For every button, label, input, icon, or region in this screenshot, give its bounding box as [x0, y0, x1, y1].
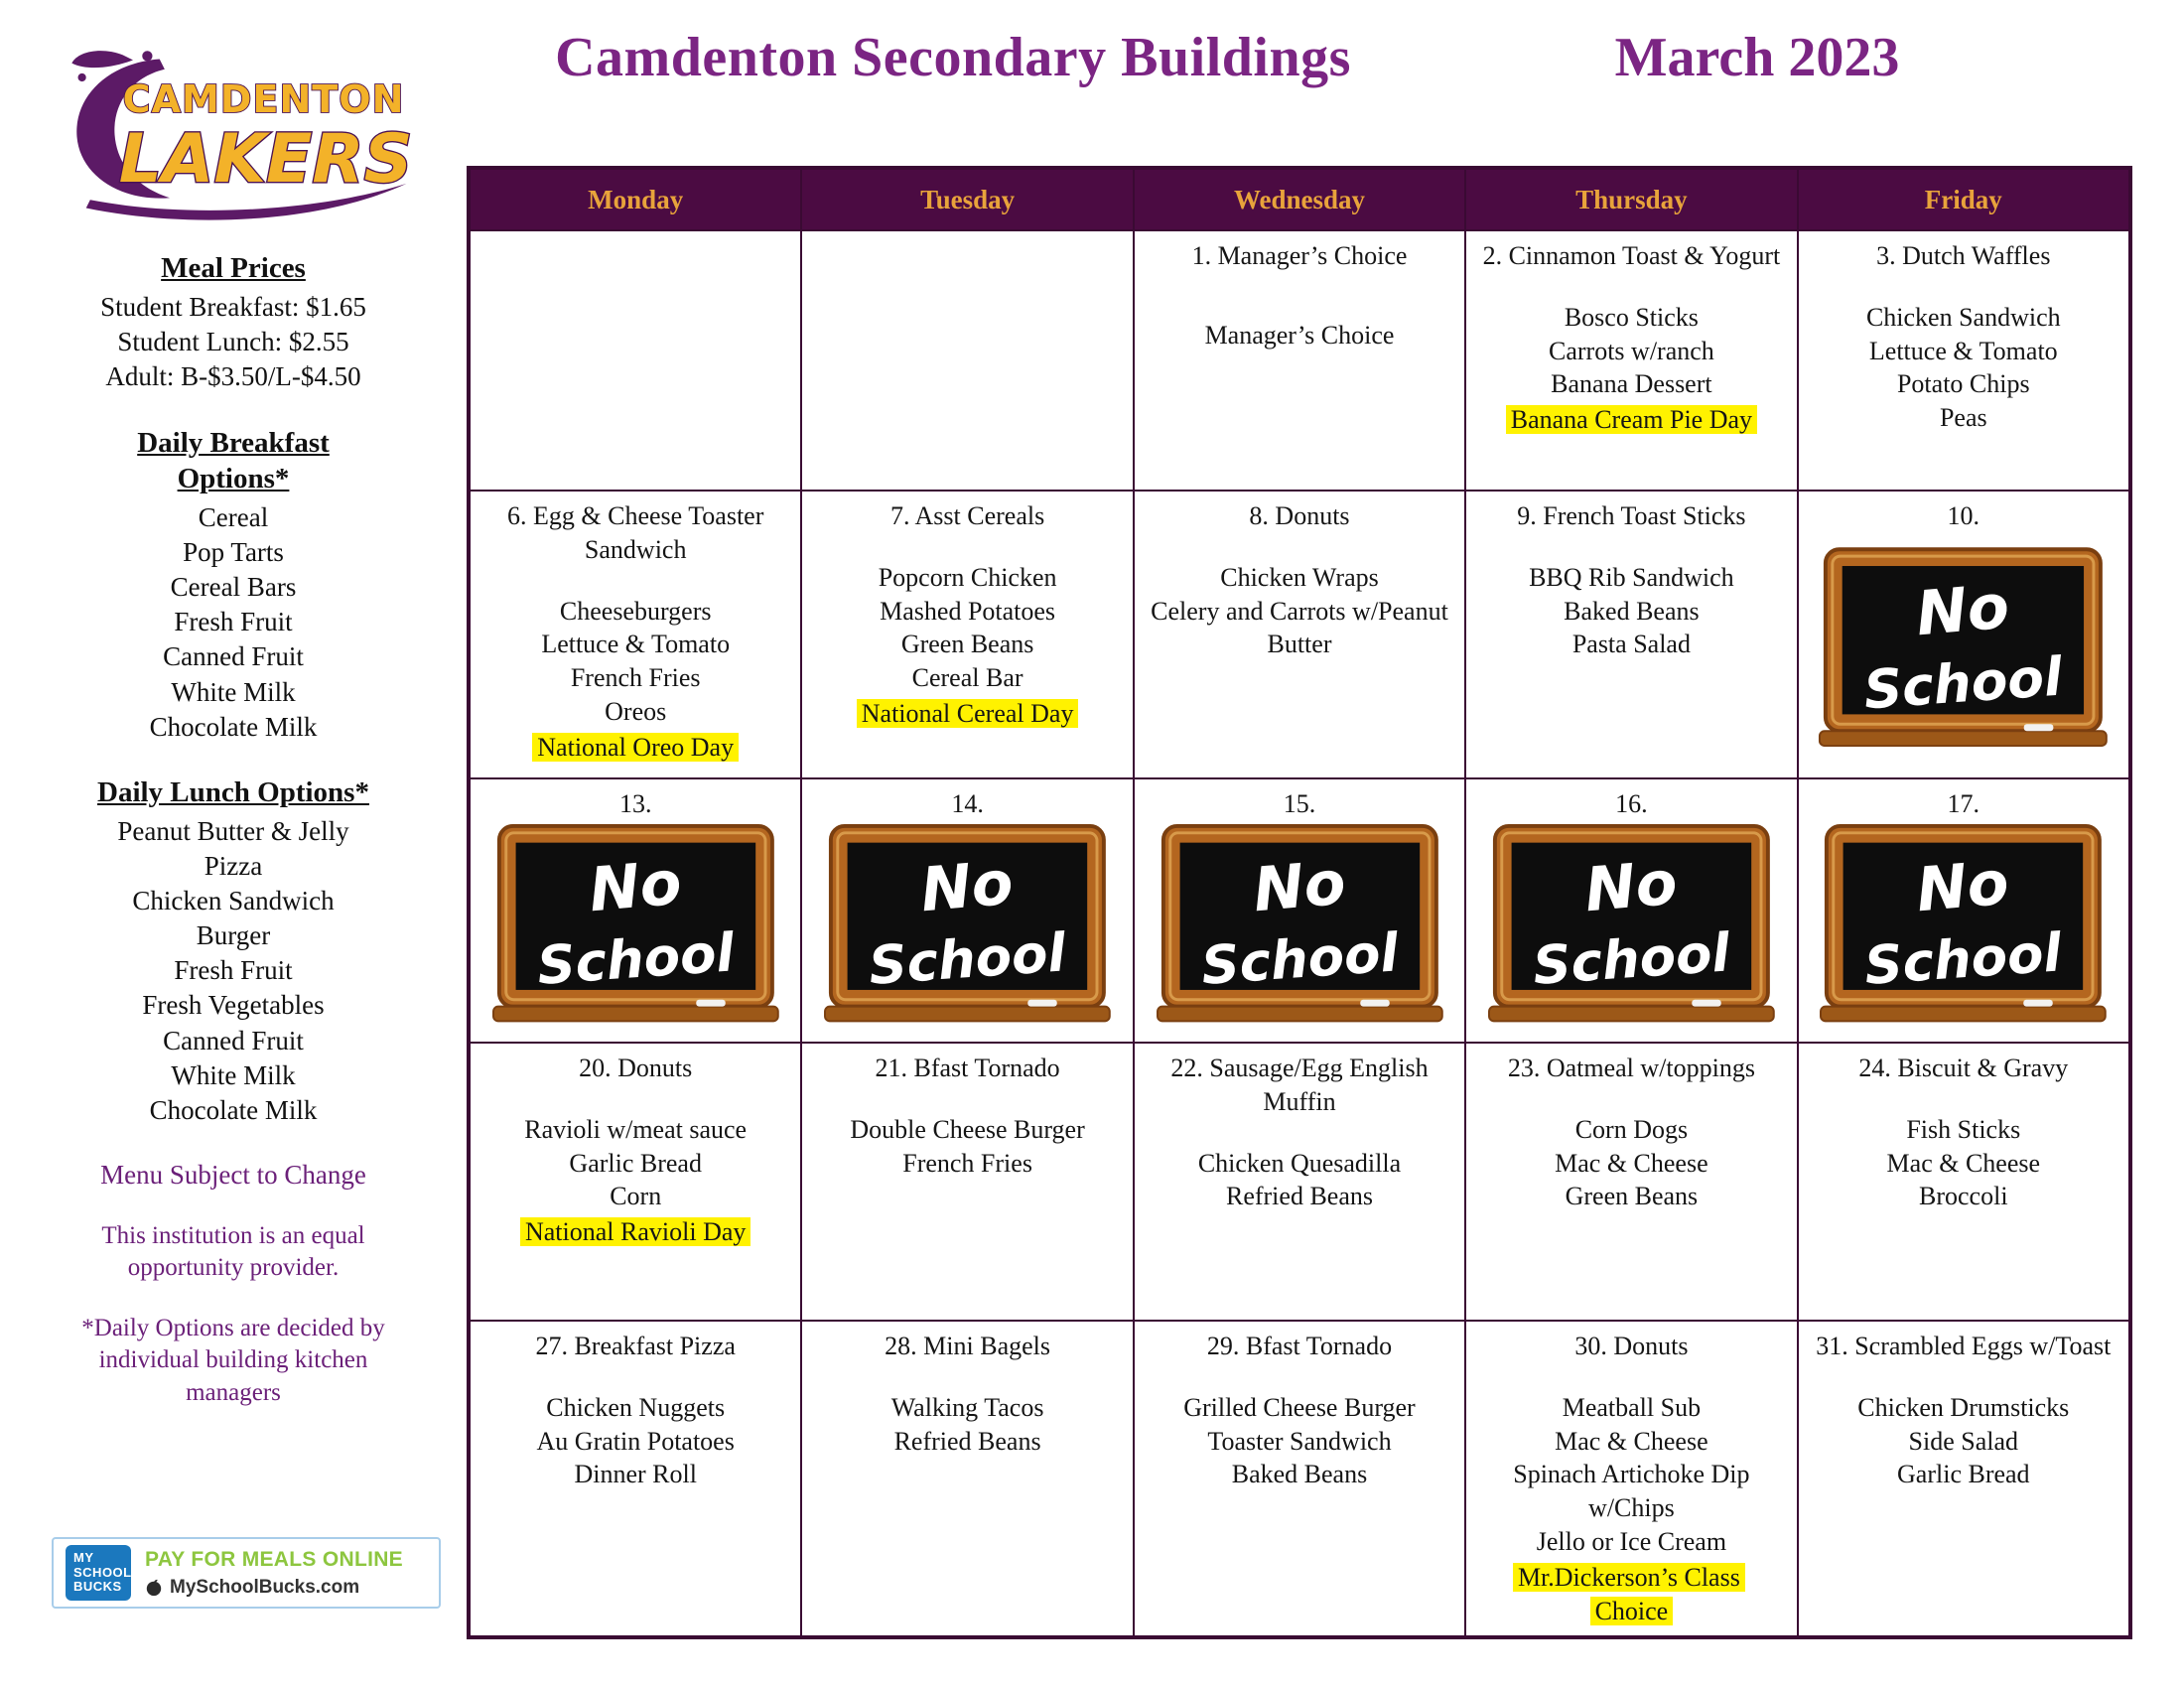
breakfast-option: Cereal [198, 502, 269, 533]
day-title: 6. Egg & Cheese Toaster Sandwich [507, 501, 764, 564]
menu-item: Chicken Sandwich [1865, 302, 2061, 332]
special-day-highlight [480, 731, 790, 765]
day-title: 21. Bfast Tornado [875, 1054, 1060, 1082]
msb-logo-line: MY [73, 1549, 94, 1565]
calendar-grid [467, 166, 2132, 1639]
calendar-cell [1465, 491, 1797, 778]
svg-text:No: No [917, 847, 1017, 926]
lunch-option: Burger [196, 920, 271, 951]
day-title: 31. Scrambled Eggs w/Toast [1816, 1332, 2112, 1360]
menu-item: Mac & Cheese [1555, 1426, 1708, 1456]
breakfast-options-heading: Daily Breakfast Options* [137, 426, 330, 494]
menu-item: Fish Sticks [1906, 1114, 2021, 1144]
lunch-option: Chocolate Milk [149, 1094, 318, 1125]
calendar-cell [801, 1321, 1133, 1636]
calendar-cell [1465, 230, 1797, 491]
day-header-tuesday: Tuesday [801, 169, 1133, 230]
special-day-highlight [1476, 403, 1786, 437]
day-title: 29. Bfast Tornado [1206, 1332, 1393, 1360]
svg-text:School: School [1198, 921, 1401, 997]
svg-text:No: No [1914, 847, 2012, 926]
svg-text:No: No [1250, 847, 1348, 926]
meal-prices-heading: Meal Prices [161, 252, 306, 284]
lunch-options-section [30, 774, 437, 1128]
special-day-highlight [480, 1215, 790, 1249]
apple-icon [145, 1579, 163, 1597]
meal-prices-section [30, 250, 437, 395]
calendar-cell [470, 778, 801, 1043]
myschoolbucks-url: MySchoolBucks.com [170, 1576, 360, 1598]
day-title: 30. Donuts [1574, 1332, 1689, 1360]
day-title: 8. Donuts [1249, 501, 1350, 530]
menu-item: Chicken Quesadilla [1197, 1148, 1402, 1178]
calendar-cell [1134, 230, 1465, 491]
calendar-cell [1134, 1043, 1465, 1321]
menu-item: Manager’s Choice [1204, 320, 1395, 350]
menu-item: Mac & Cheese [1886, 1148, 2041, 1178]
menu-item: Side Salad [1908, 1426, 2019, 1456]
day-number: 10. [1947, 501, 1980, 530]
month-title: March 2023 [1614, 27, 1900, 88]
lunch-options-list [30, 814, 437, 1128]
menu-item: Chicken Nuggets [546, 1392, 726, 1422]
menu-item: Popcorn Chicken [878, 562, 1057, 592]
menu-item: Cheeseburgers [559, 596, 712, 626]
logo-text-lakers: LAKERS [118, 118, 413, 198]
calendar-cell [1134, 778, 1465, 1043]
calendar-cell [470, 1321, 801, 1636]
myschoolbucks-site [145, 1577, 403, 1599]
menu-item: Celery and Carrots w/Peanut Butter [1151, 596, 1448, 659]
menu-item: Chicken Drumsticks [1857, 1392, 2070, 1422]
lunch-option: Fresh Fruit [174, 955, 293, 986]
day-number: 14. [951, 789, 984, 818]
menu-item: Au Gratin Potatoes [536, 1426, 735, 1456]
menu-item: Refried Beans [893, 1426, 1041, 1456]
svg-text:No: No [1913, 571, 2013, 650]
svg-text:No: No [586, 847, 685, 926]
breakfast-option: Fresh Fruit [174, 607, 293, 637]
day-title: 20. Donuts [579, 1054, 693, 1082]
day-header-wednesday: Wednesday [1134, 169, 1465, 230]
menu-item: Lettuce & Tomato [541, 630, 731, 659]
svg-text:School: School [867, 921, 1068, 997]
no-school-chalkboard [1153, 823, 1447, 1030]
day-header-friday: Friday [1798, 169, 2129, 230]
menu-item: Garlic Bread [1897, 1460, 2030, 1489]
day-title: 7. Asst Cereals [889, 501, 1045, 530]
menu-item: BBQ Rib Sandwich [1529, 562, 1734, 592]
sidebar-notes [30, 1158, 437, 1410]
no-school-chalkboard [1816, 823, 2111, 1030]
calendar-cell [470, 491, 801, 778]
camdenton-lakers-logo [60, 42, 427, 225]
menu-item: Double Cheese Burger [850, 1114, 1085, 1144]
breakfast-options-section [30, 425, 437, 745]
day-title: 22. Sausage/Egg English Muffin [1170, 1054, 1429, 1116]
svg-text:School: School [535, 921, 737, 997]
day-title: 1. Manager’s Choice [1191, 241, 1408, 270]
svg-text:School: School [1861, 644, 2065, 722]
calendar-cell [1798, 1043, 2129, 1321]
menu-item: Ravioli w/meat sauce [524, 1114, 748, 1144]
day-title: 27. Breakfast Pizza [535, 1332, 736, 1360]
breakfast-options-list [30, 500, 437, 745]
menu-item: Spinach Artichoke Dip w/Chips [1513, 1460, 1750, 1523]
menu-item: Garlic Bread [569, 1148, 702, 1178]
lunch-option: Chicken Sandwich [132, 886, 335, 916]
pay-for-meals-online-text: PAY FOR MEALS ONLINE [145, 1547, 403, 1571]
svg-text:School: School [1862, 921, 2064, 997]
day-title: 24. Biscuit & Gravy [1858, 1054, 2069, 1082]
lunch-option: Fresh Vegetables [142, 990, 325, 1021]
no-school-chalkboard [488, 823, 783, 1030]
day-number: 17. [1947, 789, 1980, 818]
calendar-cell [1798, 778, 2129, 1043]
highlight-text: Mr.Dickerson’s Class Choice [1513, 1563, 1745, 1625]
menu-item: Baked Beans [1564, 596, 1700, 626]
special-day-highlight [1476, 1561, 1786, 1628]
breakfast-option: Chocolate Milk [149, 711, 318, 742]
calendar-cell [1134, 1321, 1465, 1636]
calendar-cell [1465, 778, 1797, 1043]
menu-item: Walking Tacos [890, 1392, 1044, 1422]
menu-item: Chicken Wraps [1220, 562, 1379, 592]
sidebar [30, 250, 437, 1437]
lunch-option: Peanut Butter & Jelly [117, 815, 349, 846]
menu-item: Meatball Sub [1562, 1392, 1702, 1422]
menu-item: Jello or Ice Cream [1536, 1526, 1727, 1556]
day-number: 13. [618, 789, 652, 818]
day-title: 3. Dutch Waffles [1876, 241, 2051, 270]
logo-text-camdenton: CAMDENTON [122, 76, 405, 121]
breakfast-option: Canned Fruit [163, 641, 304, 672]
menu-item: Banana Dessert [1551, 369, 1712, 399]
day-header-thursday: Thursday [1465, 169, 1797, 230]
lunch-option: White Milk [171, 1059, 296, 1090]
menu-item: Refried Beans [1225, 1182, 1373, 1211]
menu-item: Grilled Cheese Burger Toaster Sandwich [1183, 1392, 1416, 1456]
menu-item: Corn Dogs [1574, 1114, 1689, 1144]
msb-logo-line: SCHOOL [73, 1564, 132, 1580]
menu-item: Corn [610, 1182, 662, 1211]
myschoolbucks-logo [66, 1545, 131, 1601]
note-text: This institution is an equal opportunity provider. [101, 1221, 365, 1282]
menu-item: Green Beans [900, 630, 1034, 659]
calendar-cell [1465, 1321, 1797, 1636]
menu-item: Baked Beans [1231, 1460, 1368, 1489]
menu-item: French Fries [570, 663, 701, 693]
lunch-options-heading: Daily Lunch Options* [97, 775, 369, 808]
no-school-chalkboard [1816, 535, 2111, 766]
lakers-logo-graphic [60, 42, 427, 225]
note-text: Menu Subject to Change [100, 1159, 366, 1190]
calendar-cell [801, 1043, 1133, 1321]
highlight-text: National Oreo Day [532, 733, 739, 762]
breakfast-option: White Milk [171, 676, 296, 707]
day-title: 23. Oatmeal w/toppings [1507, 1054, 1755, 1082]
menu-item: Green Beans [1565, 1182, 1699, 1211]
calendar-cell [801, 230, 1133, 491]
day-title: 9. French Toast Sticks [1517, 501, 1746, 530]
msb-logo-line: BUCKS [73, 1579, 122, 1595]
menu-item: Broccoli [1919, 1182, 2008, 1211]
svg-text:School: School [1531, 921, 1732, 997]
myschoolbucks-badge [52, 1537, 441, 1609]
day-title: 28. Mini Bagels [885, 1332, 1051, 1360]
myschoolbucks-text [145, 1548, 403, 1599]
calendar-cell [1465, 1043, 1797, 1321]
no-school-chalkboard [820, 823, 1115, 1030]
day-number: 15. [1283, 789, 1316, 818]
lunch-option: Canned Fruit [163, 1025, 304, 1055]
calendar-cell [1134, 491, 1465, 778]
calendar-cell [801, 778, 1133, 1043]
calendar-cell [1798, 491, 2129, 778]
calendar-cell [1798, 1321, 2129, 1636]
price-line: Student Breakfast: $1.65 [100, 292, 366, 323]
highlight-text: National Cereal Day [857, 699, 1079, 728]
day-number: 16. [1615, 789, 1648, 818]
menu-item: Lettuce & Tomato [1868, 336, 2058, 365]
price-line: Adult: B-$3.50/L-$4.50 [105, 361, 361, 392]
menu-item: Bosco Sticks [1564, 302, 1699, 332]
no-school-chalkboard [1484, 823, 1779, 1030]
breakfast-option: Cereal Bars [170, 572, 297, 603]
calendar-cell [1798, 230, 2129, 491]
menu-item: Oreos [605, 696, 667, 726]
day-title: 2. Cinnamon Toast & Yogurt [1482, 241, 1781, 270]
svg-text:No: No [1581, 847, 1681, 926]
menu-item: Mashed Potatoes [880, 596, 1056, 626]
meal-prices-list [30, 290, 437, 394]
menu-item: Carrots w/ranch [1549, 336, 1714, 365]
menu-item: Mac & Cheese [1555, 1148, 1708, 1178]
page-title: Camdenton Secondary Buildings [555, 27, 1351, 88]
calendar-cell [801, 491, 1133, 778]
calendar-cell [470, 1043, 801, 1321]
lunch-option: Pizza [204, 851, 263, 882]
special-day-highlight [812, 697, 1122, 731]
calendar-cell [470, 230, 801, 491]
menu-item: French Fries [902, 1148, 1032, 1178]
menu-item: Pasta Salad [1571, 630, 1691, 659]
day-header-monday: Monday [470, 169, 801, 230]
breakfast-option: Pop Tarts [183, 537, 284, 568]
menu-item: Dinner Roll [574, 1460, 697, 1489]
menu-item: Potato Chips [1896, 369, 2030, 399]
price-line: Student Lunch: $2.55 [117, 327, 349, 357]
menu-item: Cereal Bar [911, 663, 1024, 693]
note-text: *Daily Options are decided by individual building kitchen managers [81, 1314, 385, 1406]
highlight-text: National Ravioli Day [520, 1217, 751, 1246]
menu-item: Peas [1939, 403, 1987, 433]
highlight-text: Banana Cream Pie Day [1506, 405, 1757, 434]
